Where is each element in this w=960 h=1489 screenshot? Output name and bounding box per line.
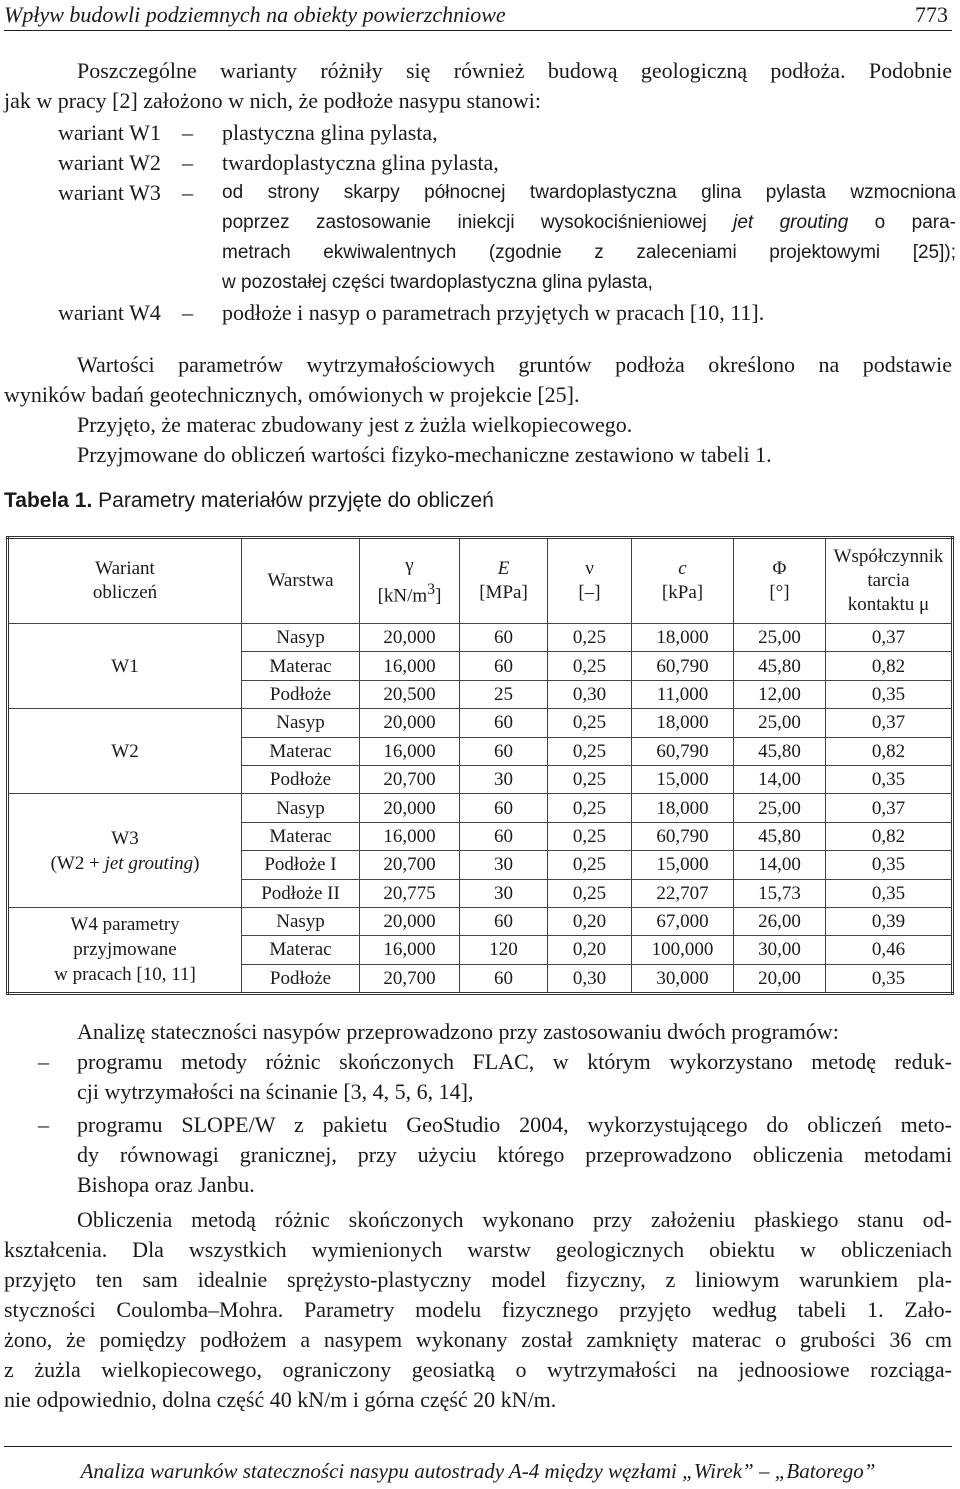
cell-gamma: 16,000 (360, 822, 460, 850)
cell-layer: Podłoże (242, 765, 360, 793)
cell-c: 60,790 (632, 652, 734, 680)
cell-e: 60 (460, 709, 548, 737)
variant-cell-w1: W1 (8, 624, 242, 709)
cell-e: 60 (460, 624, 548, 652)
variant-w3-line-4: w pozostałej części twardoplastyczna glina pylasta, (222, 272, 653, 293)
cell-gamma: 16,000 (360, 652, 460, 680)
variant-label: wariant W3 (58, 180, 161, 205)
cell-e: 25 (460, 680, 548, 708)
variant-dash: – (182, 180, 193, 205)
footer-text: Analiza warunków stateczności nasypu autostrady A-4 między węzłami „Wirek” – „Batorego” (80, 1459, 876, 1483)
cell-gamma: 20,775 (360, 879, 460, 907)
cell-mu: 0,35 (826, 851, 953, 879)
bullet-text (77, 1110, 952, 1200)
cell-e: 60 (460, 964, 548, 993)
cell-mu: 0,46 (826, 936, 953, 964)
bullet-line: cji wytrzymałości na ścinanie [3, 4, 5, 6, 14], (77, 1079, 474, 1104)
cell-layer: Podłoże (242, 680, 360, 708)
intro-line-2: jak w pracy [2] założono w nich, że podłoże nasypu stanowi: (4, 88, 541, 113)
cell-gamma: 16,000 (360, 936, 460, 964)
cell-e: 60 (460, 737, 548, 765)
cell-layer: Materac (242, 737, 360, 765)
variant-dash: – (182, 150, 193, 175)
cell-mu: 0,82 (826, 822, 953, 850)
variant-w3-line-1: od strony skarpy północnej twardoplastyczna glina pylasta wzmocniona (222, 182, 956, 203)
cell-c: 11,000 (632, 680, 734, 708)
para2-line-1: Wartości parametrów wytrzymałościowych gruntów podłoża określono na podstawie (77, 352, 952, 377)
bullet-line: Bishopa oraz Janbu. (77, 1172, 255, 1197)
cell-phi: 25,00 (734, 624, 826, 652)
table-row (8, 709, 953, 737)
cell-phi: 26,00 (734, 907, 826, 935)
cell-nu: 0,25 (548, 794, 632, 822)
cell-nu: 0,25 (548, 765, 632, 793)
intro-line-1: Poszczególne warianty różniły się również budową geologiczną podłoża. Podobnie (77, 58, 952, 83)
cell-gamma: 20,000 (360, 709, 460, 737)
parameters-paragraph (4, 350, 952, 470)
cell-e: 60 (460, 907, 548, 935)
variant-cell-w3: W3 (W2 + jet grouting) (8, 794, 242, 908)
para2-line-4: Przyjmowane do obliczeń wartości fizyko-mechaniczne zestawiono w tabeli 1. (77, 442, 772, 467)
final-line-1: Obliczenia metodą różnic skończonych wykonano przy założeniu płaskiego stanu od- (77, 1207, 952, 1232)
variant-item-w4 (58, 298, 956, 328)
table-caption-text: Parametry materiałów przyjęte do obliczeń (92, 489, 494, 512)
running-footer (4, 1446, 952, 1484)
variant-description: plastyczna glina pylasta, (222, 120, 438, 145)
cell-gamma: 20,000 (360, 794, 460, 822)
cell-layer: Materac (242, 652, 360, 680)
cell-layer: Materac (242, 936, 360, 964)
table-row (8, 794, 953, 822)
cell-mu: 0,37 (826, 794, 953, 822)
variant-label: wariant W1 (58, 120, 161, 145)
cell-phi: 45,80 (734, 822, 826, 850)
bullet-dash: – (38, 1112, 49, 1137)
header-c: c [kPa] (632, 538, 734, 624)
cell-phi: 30,00 (734, 936, 826, 964)
header-e: E [MPa] (460, 538, 548, 624)
header-variant: Wariant obliczeń (8, 538, 242, 624)
cell-c: 22,707 (632, 879, 734, 907)
cell-layer: Podłoże I (242, 851, 360, 879)
cell-phi: 25,00 (734, 709, 826, 737)
cell-phi: 12,00 (734, 680, 826, 708)
cell-nu: 0,30 (548, 964, 632, 993)
variant-label: wariant W2 (58, 150, 161, 175)
variant-item-w3 (58, 178, 956, 298)
variant-cell-w2: W2 (8, 709, 242, 794)
cell-layer: Podłoże (242, 964, 360, 993)
cell-layer: Nasyp (242, 709, 360, 737)
cell-e: 30 (460, 851, 548, 879)
final-line-3: przyjęto ten sam idealnie sprężysto-plastyczny model fizyczny, z liniowym warunkiem pla- (4, 1267, 952, 1292)
intro-paragraph (4, 56, 952, 116)
cell-c: 15,000 (632, 765, 734, 793)
analysis-intro-line: Analizę stateczności nasypów przeprowadzono przy zastosowaniu dwóch programów: (77, 1019, 839, 1044)
cell-phi: 20,00 (734, 964, 826, 993)
variant-w3-line-2: poprzez zastosowanie iniekcji wysokociśnieniowej jet grouting o para- (222, 212, 957, 233)
cell-mu: 0,82 (826, 652, 953, 680)
running-title: Wpływ budowli podziemnych na obiekty powierzchniowe (4, 2, 506, 27)
table-row (8, 907, 953, 935)
cell-e: 30 (460, 765, 548, 793)
cell-mu: 0,82 (826, 737, 953, 765)
bullet-text (77, 1047, 952, 1107)
cell-gamma: 20,700 (360, 851, 460, 879)
cell-gamma: 20,700 (360, 964, 460, 993)
cell-layer: Nasyp (242, 907, 360, 935)
cell-mu: 0,35 (826, 964, 953, 993)
cell-mu: 0,39 (826, 907, 953, 935)
cell-phi: 14,00 (734, 851, 826, 879)
cell-gamma: 20,000 (360, 624, 460, 652)
variant-dash: – (182, 120, 193, 145)
variant-cell-w4: W4 parametry przyjmowane w pracach [10, 11] (8, 907, 242, 993)
final-line-2: kształcenia. Dla wszystkich wymienionych warstw geologicznych obiektu w obliczeniach (4, 1237, 952, 1262)
variant-label: wariant W4 (58, 300, 161, 325)
final-line-4: styczności Coulomba–Mohra. Parametry modelu fizycznego przyjęto według tabeli 1. Zało- (4, 1297, 952, 1322)
header-mu: Współczynnik tarcia kontaktu μ (826, 538, 953, 624)
cell-nu: 0,20 (548, 907, 632, 935)
table-header-row (8, 538, 953, 624)
cell-c: 100,000 (632, 936, 734, 964)
cell-layer: Podłoże II (242, 879, 360, 907)
header-layer: Warstwa (242, 538, 360, 624)
cell-phi: 45,80 (734, 737, 826, 765)
para2-line-2: wyników badań geotechnicznych, omówionych w projekcie [25]. (4, 382, 580, 407)
bullet-item-slope (4, 1110, 952, 1200)
materials-table (6, 536, 954, 995)
cell-nu: 0,25 (548, 652, 632, 680)
cell-nu: 0,30 (548, 680, 632, 708)
cell-c: 18,000 (632, 624, 734, 652)
variant-item-w2 (58, 148, 956, 178)
cell-mu: 0,37 (826, 624, 953, 652)
cell-layer: Nasyp (242, 794, 360, 822)
cell-nu: 0,25 (548, 851, 632, 879)
cell-phi: 25,00 (734, 794, 826, 822)
cell-e: 60 (460, 822, 548, 850)
bullet-dash: – (38, 1049, 49, 1074)
variant-w3-line-3: metrach ekwiwalentnych (zgodnie z zaleceniami projektowymi [25]); (222, 242, 956, 263)
variant-dash: – (182, 300, 193, 325)
cell-e: 120 (460, 936, 548, 964)
cell-mu: 0,35 (826, 879, 953, 907)
cell-c: 60,790 (632, 737, 734, 765)
final-line-6: z żużla wielkopiecowego, ograniczony geosiatką o wytrzymałości na jednoosiowe rozciąga- (4, 1357, 952, 1382)
cell-phi: 45,80 (734, 652, 826, 680)
table-caption-label: Tabela 1. (4, 489, 93, 512)
variant-description: podłoże i nasyp o parametrach przyjętych w pracach [10, 11]. (222, 300, 765, 325)
cell-e: 60 (460, 652, 548, 680)
variant-item-w1 (58, 118, 956, 148)
cell-nu: 0,25 (548, 822, 632, 850)
table-row (8, 624, 953, 652)
bullet-line: programu metody różnic skończonych FLAC, w którym wykorzystano metodę reduk- (77, 1049, 952, 1074)
cell-mu: 0,37 (826, 709, 953, 737)
cell-nu: 0,25 (548, 737, 632, 765)
cell-nu: 0,25 (548, 709, 632, 737)
cell-nu: 0,25 (548, 624, 632, 652)
header-nu: ν [–] (548, 538, 632, 624)
cell-nu: 0,20 (548, 936, 632, 964)
bullet-line: programu SLOPE/W z pakietu GeoStudio 2004, wykorzystującego do obliczeń meto- (77, 1112, 952, 1137)
cell-c: 30,000 (632, 964, 734, 993)
final-paragraph (4, 1205, 952, 1415)
variant-description (222, 178, 956, 298)
cell-c: 18,000 (632, 709, 734, 737)
cell-gamma: 20,000 (360, 907, 460, 935)
cell-e: 30 (460, 879, 548, 907)
final-line-5: żono, że pomiędzy podłożem a nasypem wykonany został zamknięty materac o grubości 36 cm (4, 1327, 952, 1352)
para2-line-3: Przyjęto, że materac zbudowany jest z żużla wielkopiecowego. (77, 412, 633, 437)
cell-c: 60,790 (632, 822, 734, 850)
header-gamma: γ $[kN/m^3]$ (360, 538, 460, 624)
cell-gamma: 16,000 (360, 737, 460, 765)
cell-layer: Nasyp (242, 624, 360, 652)
cell-nu: 0,25 (548, 879, 632, 907)
header-phi: Φ [°] (734, 538, 826, 624)
page-number: 773 (915, 2, 948, 27)
bullet-item-flac (4, 1047, 952, 1107)
analysis-intro (4, 1017, 952, 1047)
variant-description: twardoplastyczna glina pylasta, (222, 150, 499, 175)
cell-e: 60 (460, 794, 548, 822)
cell-c: 15,000 (632, 851, 734, 879)
table-caption (4, 489, 494, 513)
cell-gamma: 20,500 (360, 680, 460, 708)
cell-phi: 14,00 (734, 765, 826, 793)
running-header (4, 2, 952, 31)
cell-mu: 0,35 (826, 765, 953, 793)
cell-layer: Materac (242, 822, 360, 850)
variant-list (58, 118, 956, 328)
cell-mu: 0,35 (826, 680, 953, 708)
bullet-line: dy równowagi granicznej, przy użyciu którego przeprowadzono obliczenia metodami (77, 1142, 952, 1167)
cell-c: 18,000 (632, 794, 734, 822)
cell-c: 67,000 (632, 907, 734, 935)
final-line-7: nie odpowiednio, dolna część 40 kN/m i górna część 20 kN/m. (4, 1387, 557, 1412)
cell-gamma: 20,700 (360, 765, 460, 793)
cell-phi: 15,73 (734, 879, 826, 907)
